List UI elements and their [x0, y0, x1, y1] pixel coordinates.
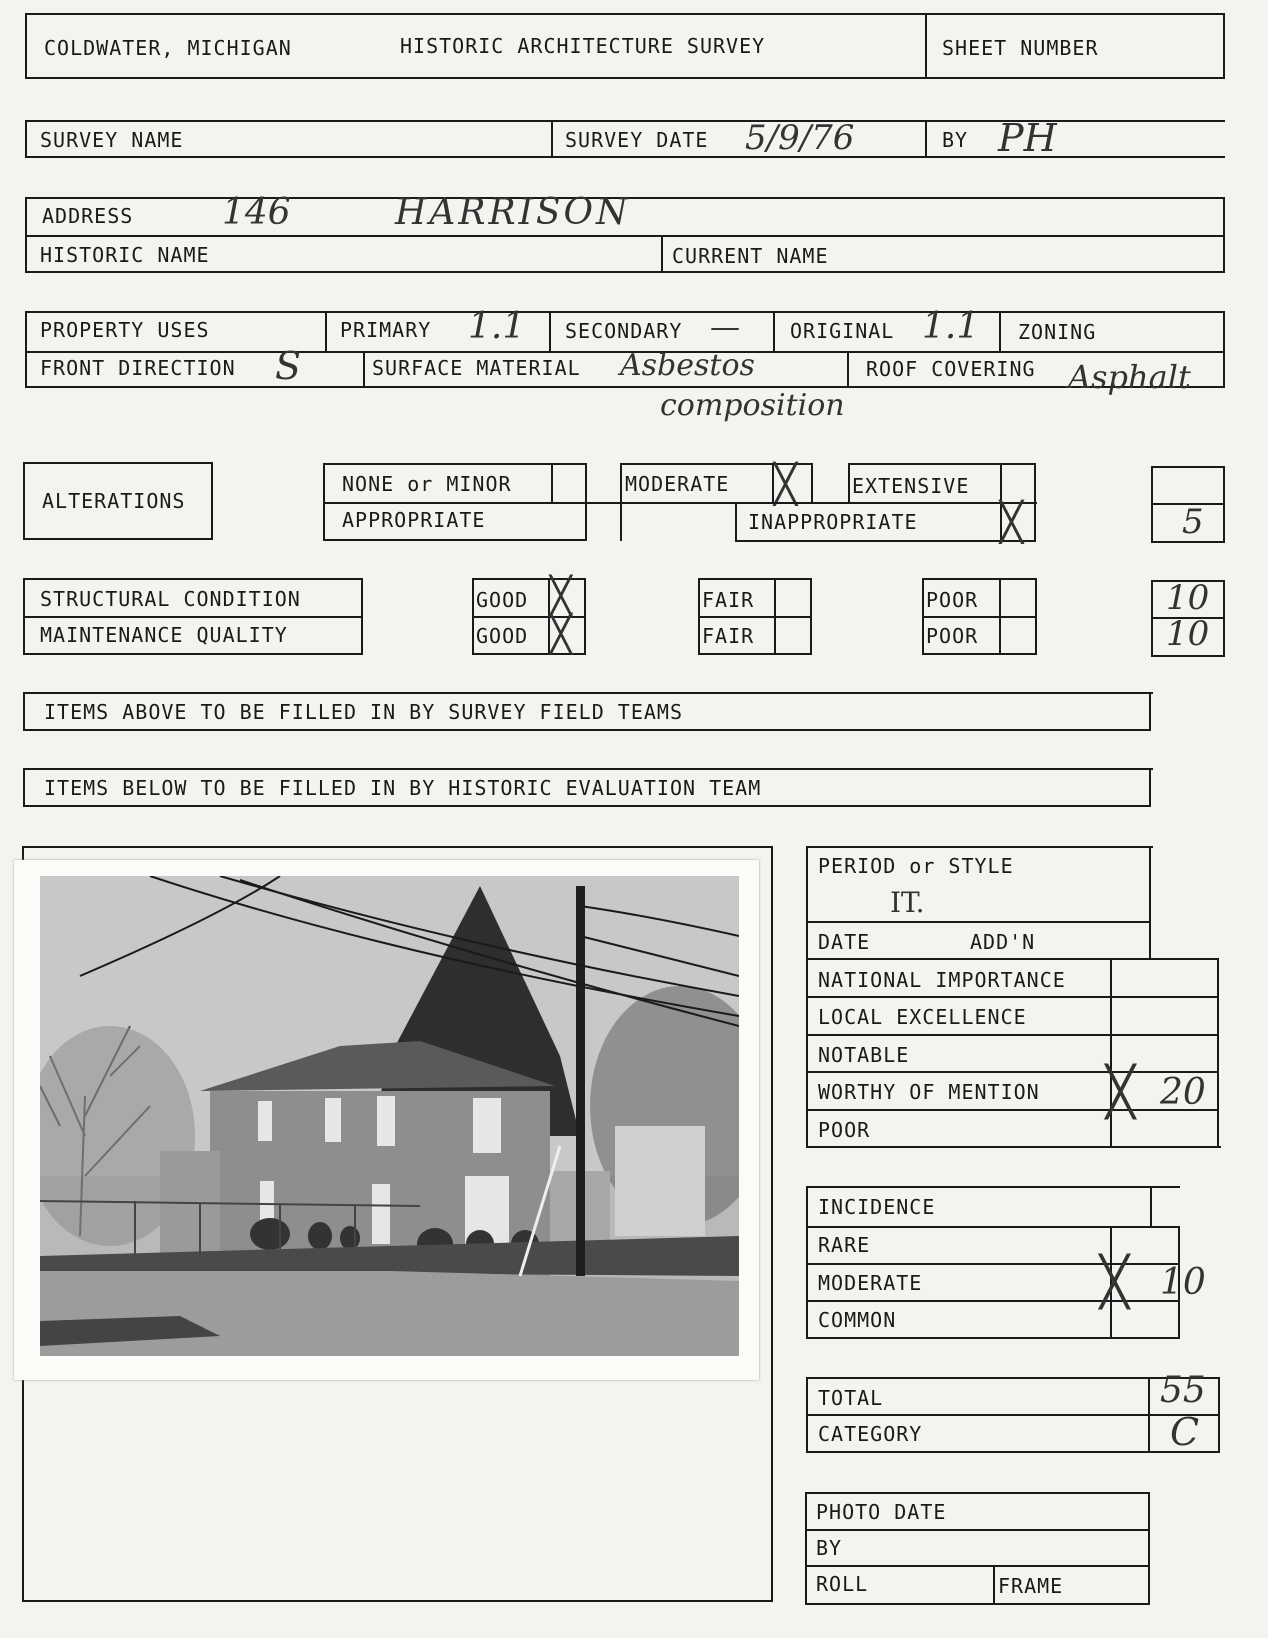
- surface-material-label: SURFACE MATERIAL: [372, 356, 581, 380]
- national-importance-label: NATIONAL IMPORTANCE: [818, 968, 1066, 992]
- sheet-number-label: SHEET NUMBER: [942, 36, 1099, 60]
- address-label: ADDRESS: [42, 204, 134, 228]
- appropriate-label: APPROPRIATE: [342, 508, 486, 532]
- incidence-moderate-check-x: ╳: [1100, 1254, 1129, 1310]
- total-value: 55: [1160, 1370, 1206, 1411]
- zoning-label: ZONING: [1018, 320, 1097, 344]
- frame-label: FRAME: [998, 1574, 1064, 1598]
- property-uses-label: PROPERTY USES: [40, 318, 210, 342]
- secondary-value: —: [710, 310, 740, 345]
- maintenance-quality-label: MAINTENANCE QUALITY: [40, 623, 288, 647]
- survey-name-label: SURVEY NAME: [40, 128, 184, 152]
- maintenance-good-label: GOOD: [476, 624, 529, 648]
- house-photo: [40, 876, 739, 1356]
- survey-date-value: 5/9/76: [745, 118, 855, 158]
- roll-label: ROLL: [816, 1572, 869, 1596]
- survey-title: HISTORIC ARCHITECTURE SURVEY: [400, 34, 766, 58]
- incidence-moderate-label: MODERATE: [818, 1271, 923, 1295]
- structural-fair-label: FAIR: [702, 588, 755, 612]
- historic-name-label: HISTORIC NAME: [40, 243, 210, 267]
- roof-covering-label: ROOF COVERING: [866, 357, 1036, 381]
- rare-label: RARE: [818, 1233, 871, 1257]
- above-note: ITEMS ABOVE TO BE FILLED IN BY SURVEY FIELD TEAMS: [44, 700, 684, 724]
- moderate-label: MODERATE: [625, 472, 730, 496]
- surface-material-value-2: composition: [660, 388, 845, 423]
- maintenance-score: 10: [1166, 614, 1210, 654]
- local-excellence-label: LOCAL EXCELLENCE: [818, 1005, 1027, 1029]
- survey-by-value: PH: [998, 116, 1057, 160]
- primary-label: PRIMARY: [340, 318, 432, 342]
- survey-date-label: SURVEY DATE: [565, 128, 709, 152]
- photo-by-label: BY: [816, 1536, 843, 1560]
- common-label: COMMON: [818, 1308, 897, 1332]
- addn-label: ADD'N: [970, 930, 1036, 954]
- primary-value: 1.1: [468, 306, 526, 347]
- inappropriate-check-x: ╳: [1000, 500, 1023, 544]
- structural-score: 10: [1166, 578, 1210, 618]
- moderate-check-x: ╳: [774, 462, 797, 506]
- address-number: 146: [222, 192, 291, 233]
- secondary-label: SECONDARY: [565, 319, 683, 343]
- structural-poor-label: POOR: [926, 588, 979, 612]
- address-street: HARRISON: [395, 192, 631, 233]
- original-value: 1.1: [922, 306, 980, 347]
- city-label: COLDWATER, MICHIGAN: [44, 36, 292, 60]
- photo-date-label: PHOTO DATE: [816, 1500, 947, 1524]
- extensive-label: EXTENSIVE: [852, 474, 970, 498]
- none-minor-label: NONE or MINOR: [342, 472, 512, 496]
- poor-label: POOR: [818, 1118, 871, 1142]
- survey-by-label: BY: [942, 128, 969, 152]
- date-label: DATE: [818, 930, 871, 954]
- category-label: CATEGORY: [818, 1422, 923, 1446]
- notable-label: NOTABLE: [818, 1043, 910, 1067]
- current-name-label: CURRENT NAME: [672, 244, 829, 268]
- maintenance-poor-label: POOR: [926, 624, 979, 648]
- worthy-check-x: ╳: [1106, 1064, 1135, 1120]
- roof-covering-value: Asphalt: [1068, 358, 1191, 396]
- below-note: ITEMS BELOW TO BE FILLED IN BY HISTORIC EVALUATION TEAM: [44, 776, 762, 800]
- maintenance-fair-label: FAIR: [702, 624, 755, 648]
- period-style-value: IT.: [890, 886, 925, 919]
- front-direction-value: S: [275, 344, 302, 388]
- structural-good-check-x: ╳: [550, 576, 572, 617]
- maintenance-good-check-x: ╳: [550, 614, 572, 655]
- surface-material-value: Asbestos: [620, 348, 755, 383]
- worthy-of-mention-label: WORTHY OF MENTION: [818, 1080, 1040, 1104]
- inappropriate-label: INAPPROPRIATE: [748, 510, 918, 534]
- period-style-label: PERIOD or STYLE: [818, 854, 1014, 878]
- structural-good-label: GOOD: [476, 588, 529, 612]
- incidence-label: INCIDENCE: [818, 1195, 936, 1219]
- total-label: TOTAL: [818, 1386, 884, 1410]
- alterations-score: 5: [1182, 502, 1204, 542]
- photo-print: [14, 860, 759, 1380]
- original-label: ORIGINAL: [790, 319, 895, 343]
- category-value: C: [1170, 1410, 1200, 1454]
- front-direction-label: FRONT DIRECTION: [40, 356, 236, 380]
- incidence-moderate-score: 10: [1160, 1262, 1206, 1303]
- structural-condition-label: STRUCTURAL CONDITION: [40, 587, 301, 611]
- worthy-score: 20: [1160, 1072, 1206, 1113]
- alterations-label: ALTERATIONS: [42, 489, 186, 513]
